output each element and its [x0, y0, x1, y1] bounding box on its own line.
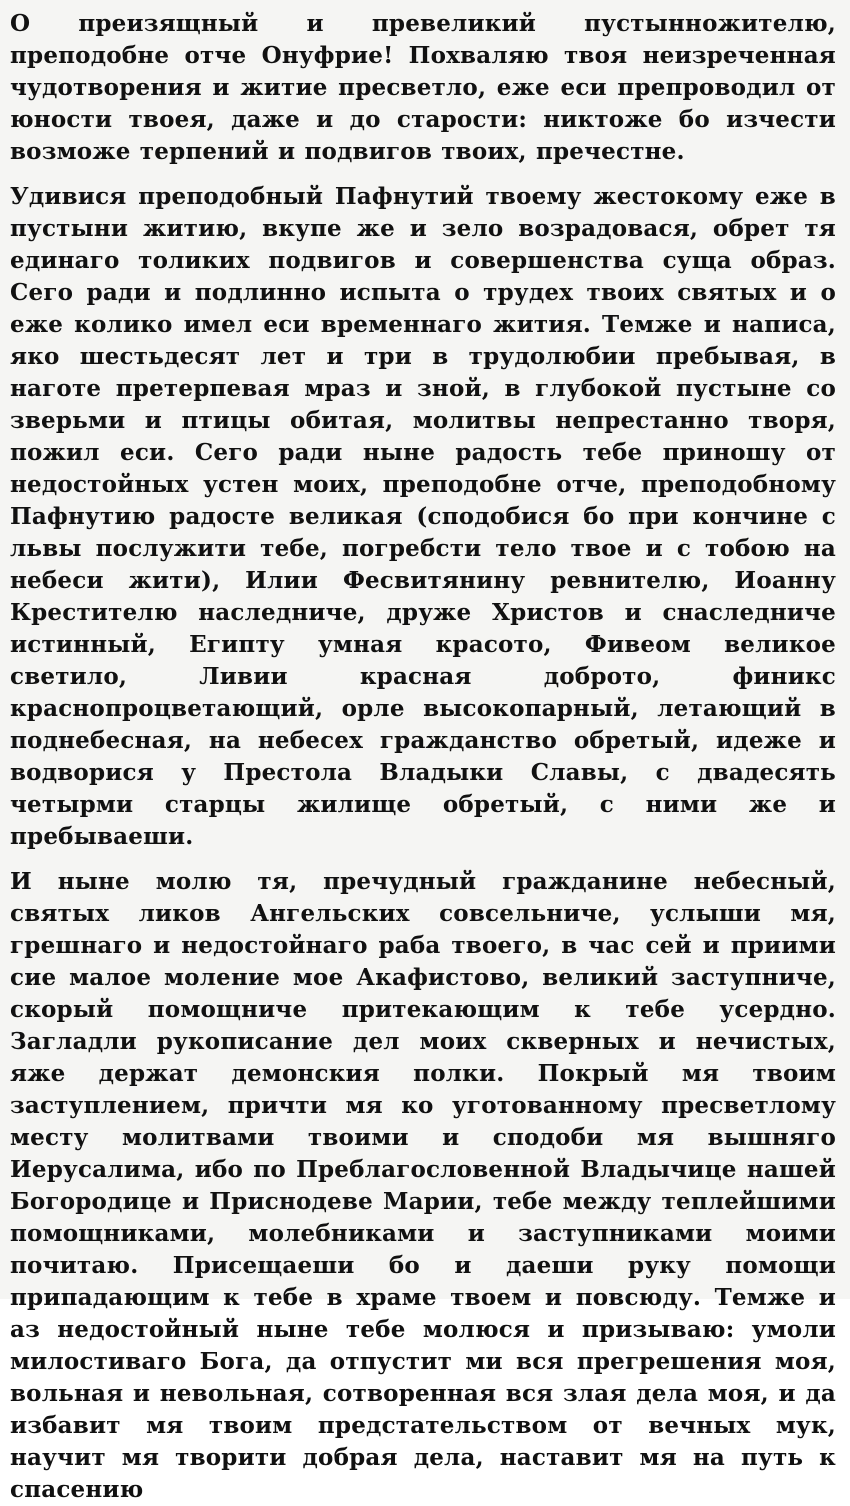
paragraph-opening: О преизящный и превеликий пустынножителю, преподобне отче Онуфрие! Похваляю твоя неизреченная чудотворения и житие пресветло, еже еси препроводил от юности твоея, даже и до старости: никтоже бо изчести возможе терпений и подвигов твоих, пречестне.: [10, 10, 836, 165]
paragraph-petition: И ныне молю тя, пречудный гражданине небесный, святых ликов Ангельских совсельниче, услыши мя, грешнаго и недостойнаго раба твоего, в час сей и приими сие малое моление мое Акафистово, великий заступниче, скорый помощниче притекающим к тебе усердно. Загладли рукописание дел моих скверных и нечистых, яже держат демонския полки. Покрый мя твоим заступлением, причти мя ко уготованному пресветлому месту молитвами твоими и сподоби мя вышняго Иерусалима, ибо по Преблагословенной Владычице нашей Богородице и Приснодеве Марии, тебе между теплейшими помощниками, молебниками и заступниками моими почитаю. Присещаеши бо и даеши руку помощи припадающим к тебе в храме твоем и повсюду. Темже и аз недостойный ныне тебе молюся и призываю: умоли милостиваго Бога, да отпустит ми вся прегрешения моя, вольная и невольная, сотворенная вся злая дела моя, и да избавит мя твоим предстательством от вечных мук, научит мя творити добрая дела, наставит мя на путь к спасению: [10, 868, 836, 1503]
paragraph-paphnutius: Удивися преподобный Пафнутий твоему жестокому еже в пустыни житию, вкупе же и зело возрадовася, обрет тя единаго толиких подвигов и совершенства суща образ. Сего ради и подлинно испыта о трудех твоих святых и о еже колико имел еси временнаго жития. Темже и написа, яко шестьдесят лет и три в трудолюбии пребывая, в наготе претерпевая мраз и зной, в глубокой пустыне со зверьми и птицы обитая, молитвы непрестанно творя, пожил еси. Сего ради ныне радость тебе приношу от недостойных устен моих, преподобне отче, преподобному Пафнутию радосте великая (сподобися бо при кончине с львы послужити тебе, погребсти тело твое и с тобою на небеси жити), Илии Фесвитянину ревнителю, Иоанну Крестителю наследниче, друже Христов и снаследниче истинный, Египту умная красото, Фивеом великое светило, Ливии красная доброто, финикс краснопроцветающий, орле высокопарный, летающий в поднебесная, на небесех гражданство обретый, идеже и водворися у Престола Владыки Славы, с двадесять четырми старцы жилище обретый, с ними же и пребываеши.: [10, 183, 836, 850]
